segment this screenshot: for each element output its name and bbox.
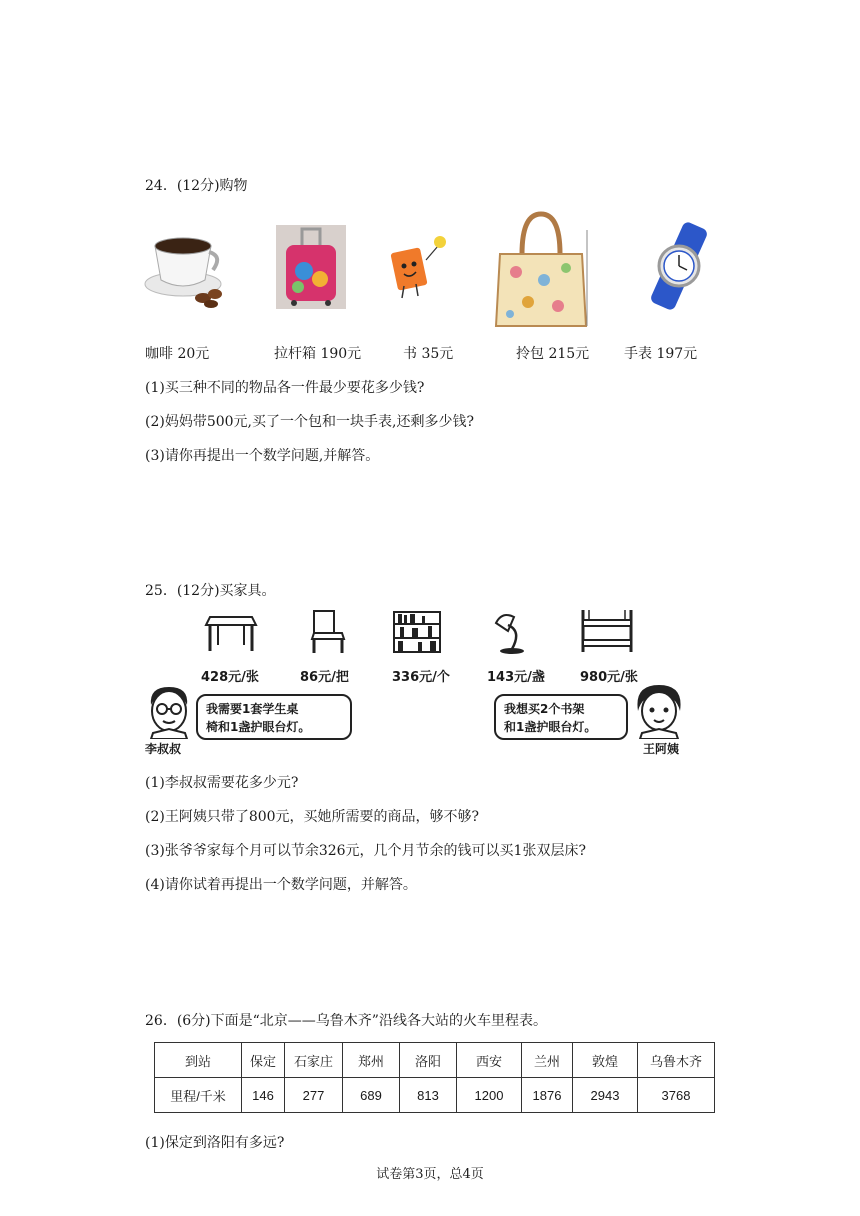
desk-lamp-icon	[492, 609, 530, 655]
table-row	[155, 1078, 715, 1113]
speech-text: 椅和1盏护眼台灯。	[206, 720, 311, 734]
question-line: (1)买三种不同的物品各一件最少要花多少钱?	[145, 380, 425, 396]
aunt-speech-bubble	[494, 694, 628, 740]
question-line: (2)妈妈带500元,买了一个包和一块手表,还剩多少钱?	[145, 414, 474, 430]
price-label: 143元/盏	[487, 670, 545, 685]
table-cell: 保定	[242, 1043, 285, 1078]
table-cell: 洛阳	[400, 1043, 457, 1078]
price-label: 336元/个	[392, 670, 450, 685]
item-label: 手表 197元	[624, 346, 698, 362]
question-line: (2)王阿姨只带了800元，买她所需要的商品，够不够?	[145, 809, 480, 825]
handbag-icon	[492, 210, 590, 328]
table-cell: 277	[285, 1078, 343, 1113]
price-label: 428元/张	[201, 670, 259, 685]
q24-title: 24．(12分)购物	[145, 178, 248, 194]
bookshelf-icon	[392, 610, 442, 654]
table-cell: 西安	[457, 1043, 522, 1078]
table-cell: 1200	[457, 1078, 522, 1113]
table-cell: 1876	[522, 1078, 573, 1113]
table-cell: 2943	[573, 1078, 638, 1113]
uncle-avatar	[143, 683, 195, 739]
table-cell: 乌鲁木齐	[638, 1043, 715, 1078]
q25-title: 25．(12分)买家具。	[145, 583, 276, 599]
item-label: 书 35元	[403, 346, 454, 362]
aunt-avatar	[632, 681, 686, 739]
question-line: (1)李叔叔需要花多少元?	[145, 775, 299, 791]
table-cell: 146	[242, 1078, 285, 1113]
item-label: 拉杆箱 190元	[274, 346, 362, 362]
chair-icon	[308, 609, 348, 655]
item-label: 咖啡 20元	[145, 346, 210, 362]
question-line: (4)请你试着再提出一个数学问题，并解答。	[145, 877, 417, 893]
speech-text: 我想买2个书架	[504, 702, 585, 716]
table-cell: 敦煌	[573, 1043, 638, 1078]
speech-text: 和1盏护眼台灯。	[504, 720, 597, 734]
question-line: (3)张爷爷家每个月可以节余326元，几个月节余的钱可以买1张双层床?	[145, 843, 586, 859]
uncle-name: 李叔叔	[145, 742, 182, 756]
desk-icon	[204, 611, 258, 653]
table-cell: 兰州	[522, 1043, 573, 1078]
q26-title: 26．(6分)下面是“北京——乌鲁木齐”沿线各大站的火车里程表。	[145, 1013, 547, 1029]
table-cell: 里程/千米	[155, 1078, 242, 1113]
book-icon	[388, 234, 450, 300]
table-cell: 郑州	[343, 1043, 400, 1078]
bunk-bed-icon	[579, 608, 635, 654]
table-cell: 3768	[638, 1078, 715, 1113]
table-cell: 689	[343, 1078, 400, 1113]
coffee-cup-icon	[143, 222, 227, 312]
question-line: (3)请你再提出一个数学问题,并解答。	[145, 448, 380, 464]
price-label: 86元/把	[300, 670, 349, 685]
question-line: (1)保定到洛阳有多远?	[145, 1135, 285, 1151]
watch-icon	[646, 222, 710, 310]
table-cell: 813	[400, 1078, 457, 1113]
suitcase-icon	[276, 225, 346, 309]
speech-text: 我需要1套学生桌	[206, 702, 299, 716]
table-cell: 石家庄	[285, 1043, 343, 1078]
uncle-speech-bubble	[196, 694, 352, 740]
item-label: 拎包 215元	[516, 346, 590, 362]
page-footer: 试卷第3页，总4页	[376, 1167, 484, 1182]
table-header-row	[155, 1043, 715, 1078]
aunt-name: 王阿姨	[643, 742, 680, 756]
price-label: 980元/张	[580, 670, 638, 685]
table-cell: 到站	[155, 1043, 242, 1078]
mileage-table	[154, 1042, 715, 1113]
